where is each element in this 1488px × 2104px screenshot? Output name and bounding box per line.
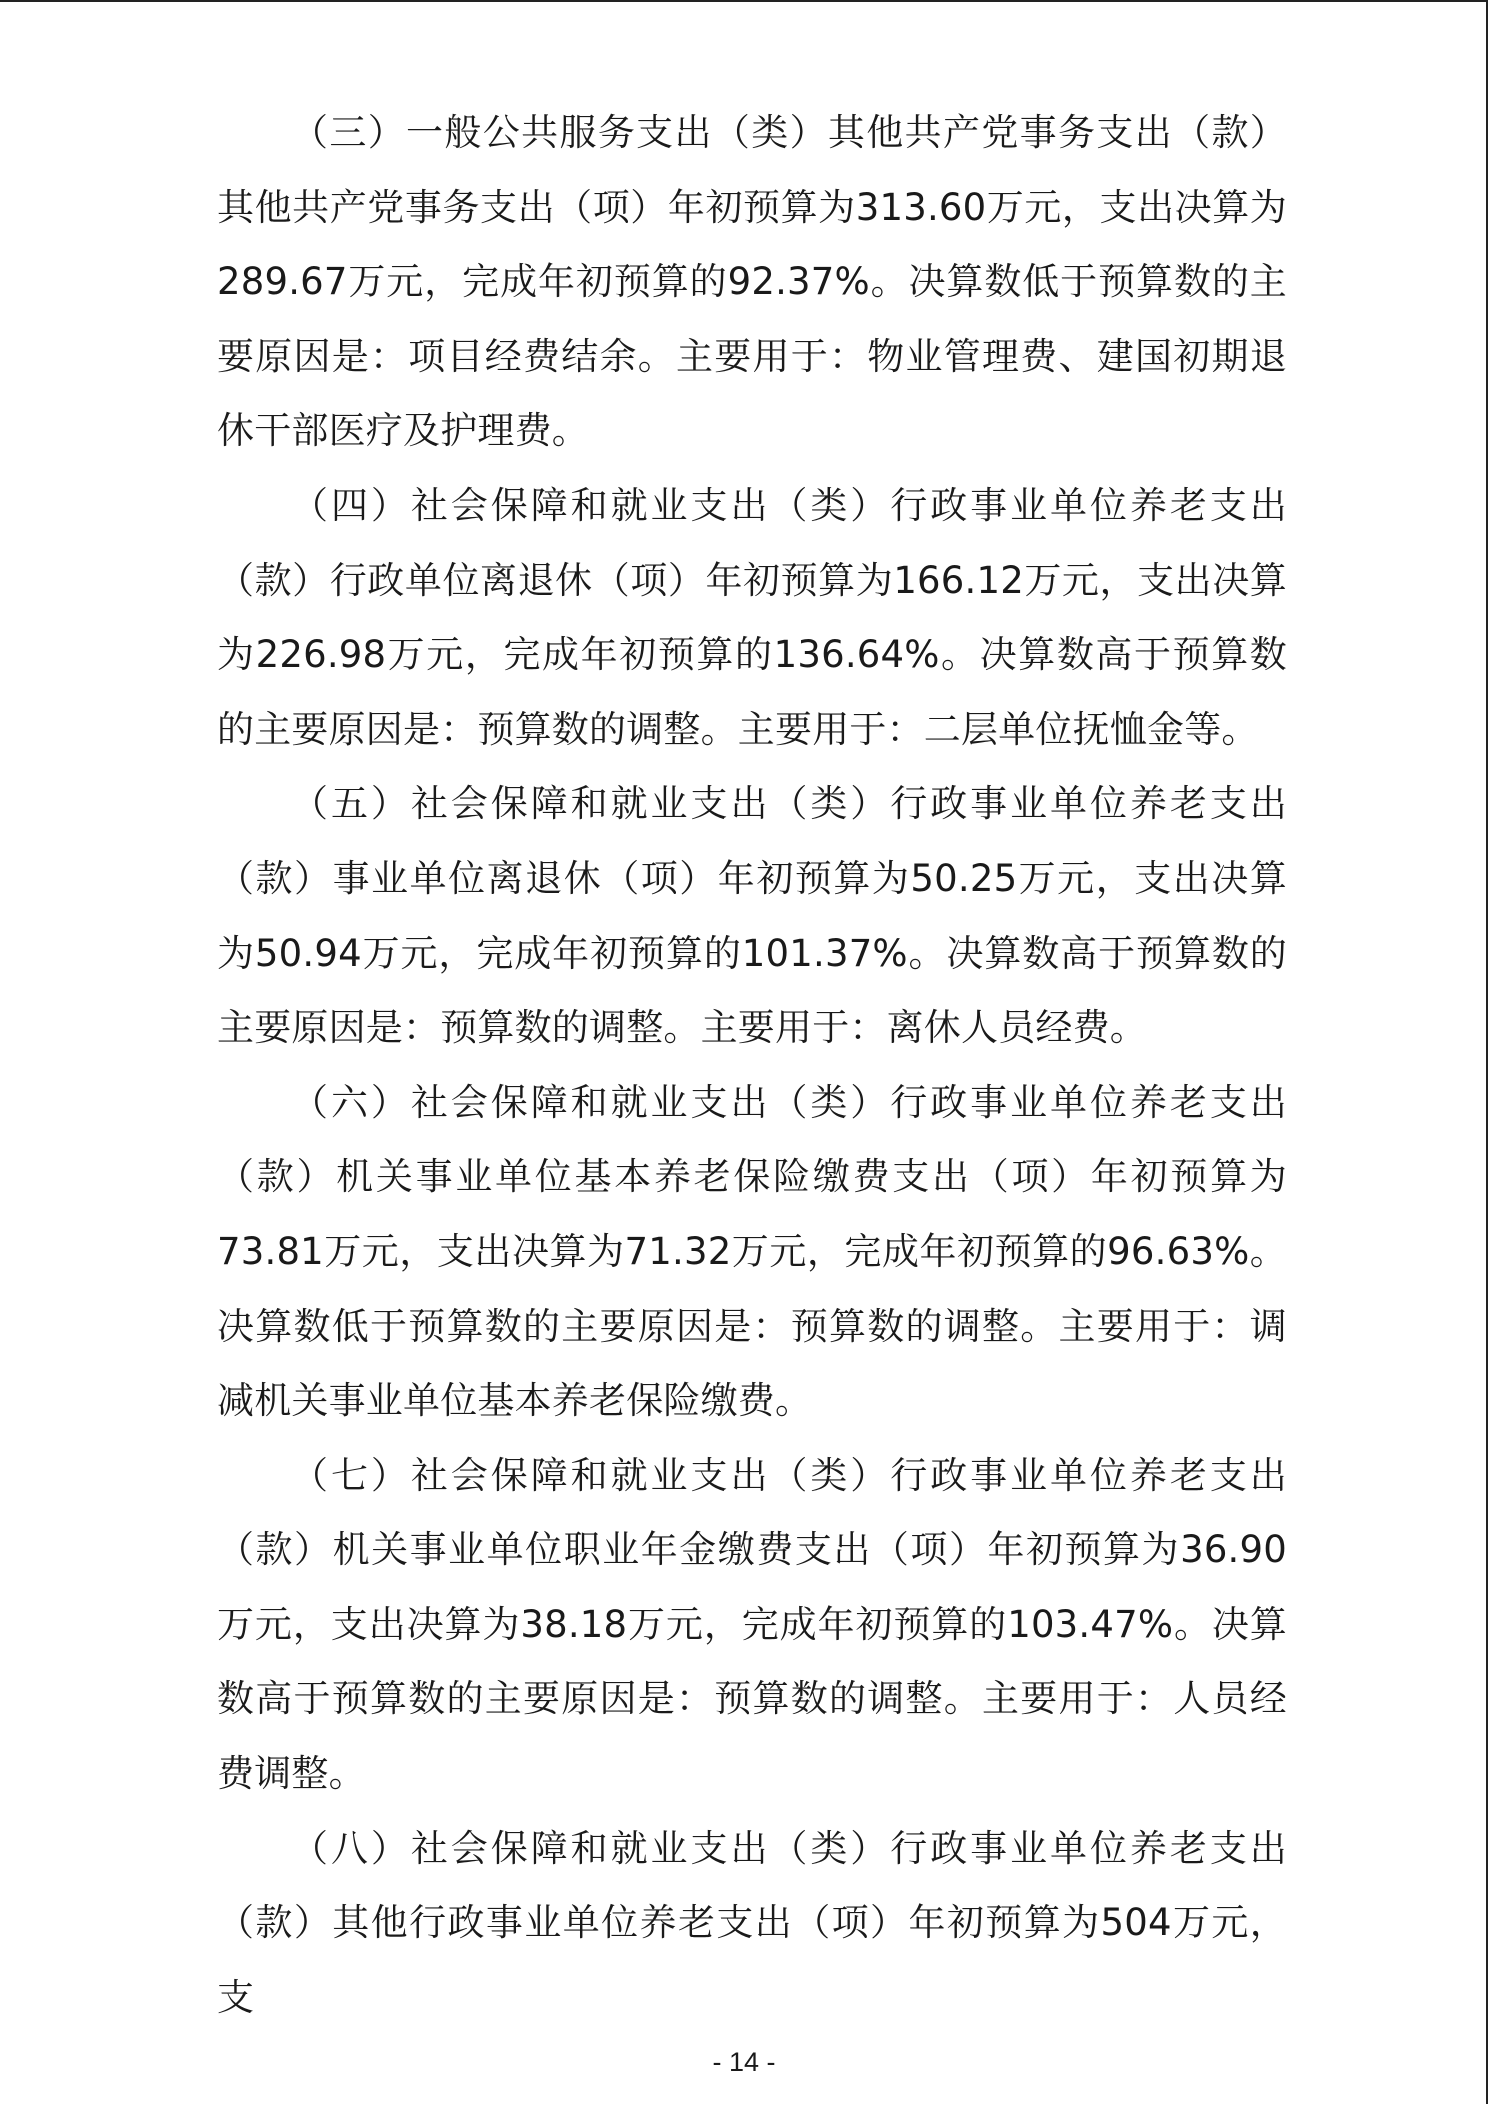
page-top-border: [0, 0, 1488, 2]
document-body: [217, 96, 1287, 2035]
paragraph-7-occupational-annuity: （七）社会保障和就业支出（类）行政事业单位养老支出（款）机关事业单位职业年金缴费支出（项）年初预算为36.90万元，支出决算为38.18万元，完成年初预算的103.47%。决算数高于预算数的主要原因是：预算数的调整。主要用于：人员经费调整。: [217, 1453, 1287, 1796]
paragraph-5-institution-retirement: （五）社会保障和就业支出（类）行政事业单位养老支出（款）事业单位离退休（项）年初预算为50.25万元，支出决算为50.94万元，完成年初预算的101.37%。决算数高于预算数的主要原因是：预算数的调整。主要用于：离休人员经费。: [217, 782, 1287, 1050]
paragraph-3-general-public-services: （三）一般公共服务支出（类）其他共产党事务支出（款）其他共产党事务支出（项）年初预算为313.60万元，支出决算为289.67万元，完成年初预算的92.37%。决算数低于预算数的主要原因是：项目经费结余。主要用于：物业管理费、建国初期退休干部医疗及护理费。: [217, 111, 1287, 453]
page-number: - 14 -: [712, 2047, 776, 2077]
paragraph-4-admin-unit-retirement: （四）社会保障和就业支出（类）行政事业单位养老支出（款）行政单位离退休（项）年初预算为166.12万元，支出决算为226.98万元，完成年初预算的136.64%。决算数高于预算数的主要原因是：预算数的调整。主要用于：二层单位抚恤金等。: [217, 483, 1287, 751]
paragraph-8-other-pension-expenditure: （八）社会保障和就业支出（类）行政事业单位养老支出（款）其他行政事业单位养老支出（项）年初预算为504万元，支: [217, 1826, 1287, 2019]
paragraph-6-basic-pension-insurance: （六）社会保障和就业支出（类）行政事业单位养老支出（款）机关事业单位基本养老保险缴费支出（项）年初预算为73.81万元，支出决算为71.32万元，完成年初预算的96.63%。决算数低于预算数的主要原因是：预算数的调整。主要用于：调减机关事业单位基本养老保险缴费。: [217, 1080, 1287, 1423]
